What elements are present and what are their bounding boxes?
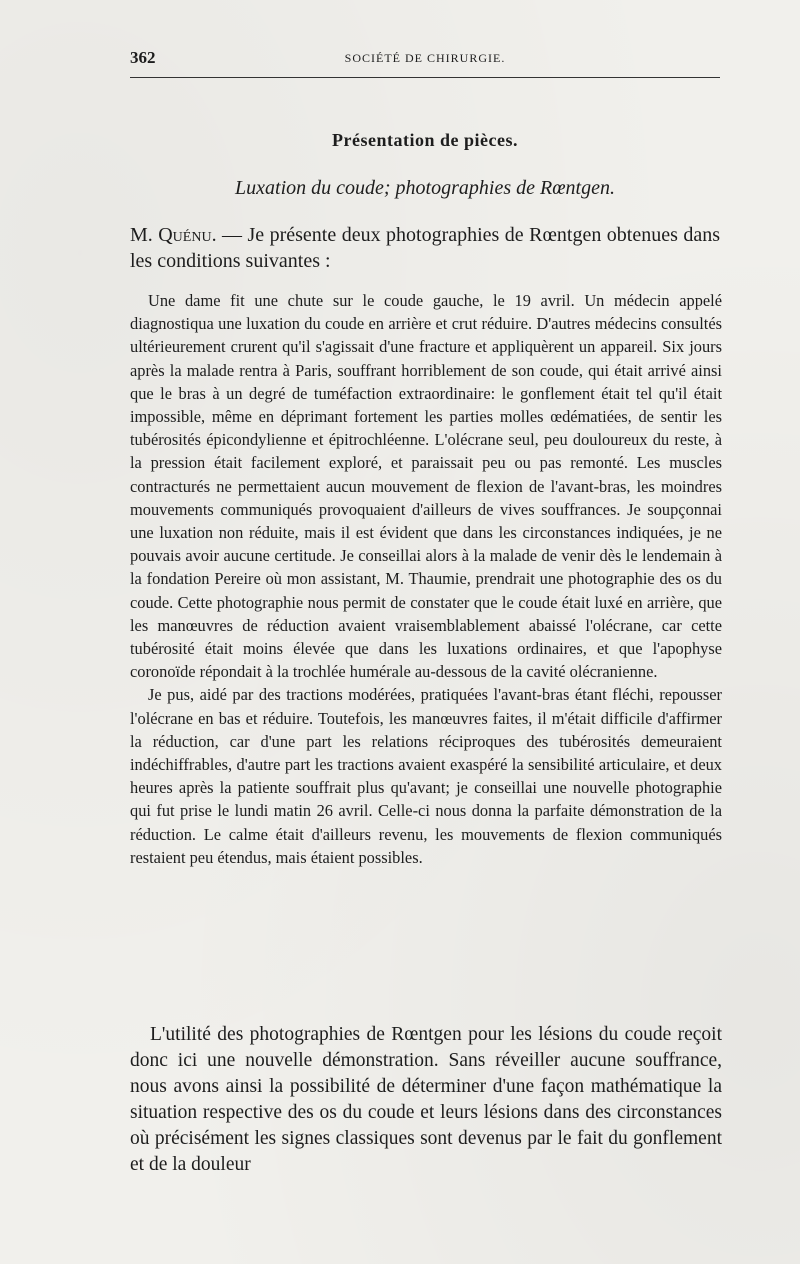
speaker-name: M. Quénu.	[130, 224, 217, 246]
conclusion-paragraph: L'utilité des photographies de Rœntgen pour les lésions du coude reçoit donc ici une nouvelle démonstration. Sans réveiller aucune souffrance, nous avons ainsi la possibilité de déterminer d'une façon mathématique la situation respective des os du coude et leurs lésions dans des circonstances où précisément les signes classiques sont devenus par le fait du gonflement et de la douleur	[130, 1024, 722, 1175]
case-report	[130, 289, 722, 869]
page-number: 362	[130, 48, 156, 67]
intro-text: — Je présente deux photographies de Rœntgen obtenues dans les conditions suivantes :	[130, 224, 721, 272]
case-paragraph-1: Une dame fit une chute sur le coude gauche, le 19 avril. Un médecin appelé diagnostiqua une luxation du coude en arrière et crut réduire. D'autres médecins consultés ultérieurement crurent qu'il s'agissait d'une fracture et appliquèrent un appareil. Six jours après la malade rentra à Paris, souffrant horriblement de son coude, qui était arrivé ainsi que le bras à un degré de tuméfaction extraordinaire: le gonflement était tel qu'il était impossible, même en déprimant fortement les parties molles œdématiées, de sentir les tubérosités épicondylienne et épitrochléenne. L'olécrane seul, peu douloureux du reste, à la pression était facilement exploré, et paraissait peu ou pas remonté. Les muscles contracturés ne permettaient aucun mouvement de flexion de l'avant-bras, les moindres mouvements communiqués provoquaient d'ailleurs de vives souffrances. Je soupçonnai une luxation non réduite, mais il est évident que dans les circonstances indiquées, je ne pouvais avoir aucune certitude. Je conseillai alors à la malade de venir dès le lendemain à la fondation Pereire où mon assistant, M. Thaumie, prendrait une photographie des os du coude. Cette photographie nous permit de constater que le coude était luxé en arrière, que les manœuvres de réduction avaient vraisemblablement abaissé l'olécrane, car cette tubérosité était moins élevée que dans les luxations ordinaires, et que l'apophyse coronoïde répondait à la trochlée humérale au-dessous de la cavité olécranienne.	[130, 291, 722, 682]
article-subheading: Luxation du coude; photographies de Rœntgen.	[235, 177, 615, 199]
intro-paragraph	[130, 222, 720, 274]
running-head: SOCIÉTÉ DE CHIRURGIE.	[344, 51, 506, 65]
header-rule	[130, 77, 720, 78]
page-header	[130, 48, 720, 70]
case-paragraph-2: Je pus, aidé par des tractions modérées, pratiquées l'avant-bras étant fléchi, repousser l'olécrane en bas et réduire. Toutefois, les manœuvres faites, il m'était difficile d'affirmer la réduction, car d'une part les relations réciproques des tubérosités demeuraient indéchiffrables, d'autre part les tractions avaient exaspéré la sensibilité articulaire, et deux heures après la patiente souffrait plus qu'avant; je conseillai une nouvelle photographie qui fut prise le lundi matin 26 avril. Celle-ci nous donna la parfaite démonstration de la réduction. Le calme était d'ailleurs revenu, les mouvements de flexion communiqués restaient peu étendus, mais étaient possibles.	[130, 685, 722, 867]
section-heading: Présentation de pièces.	[332, 130, 518, 150]
